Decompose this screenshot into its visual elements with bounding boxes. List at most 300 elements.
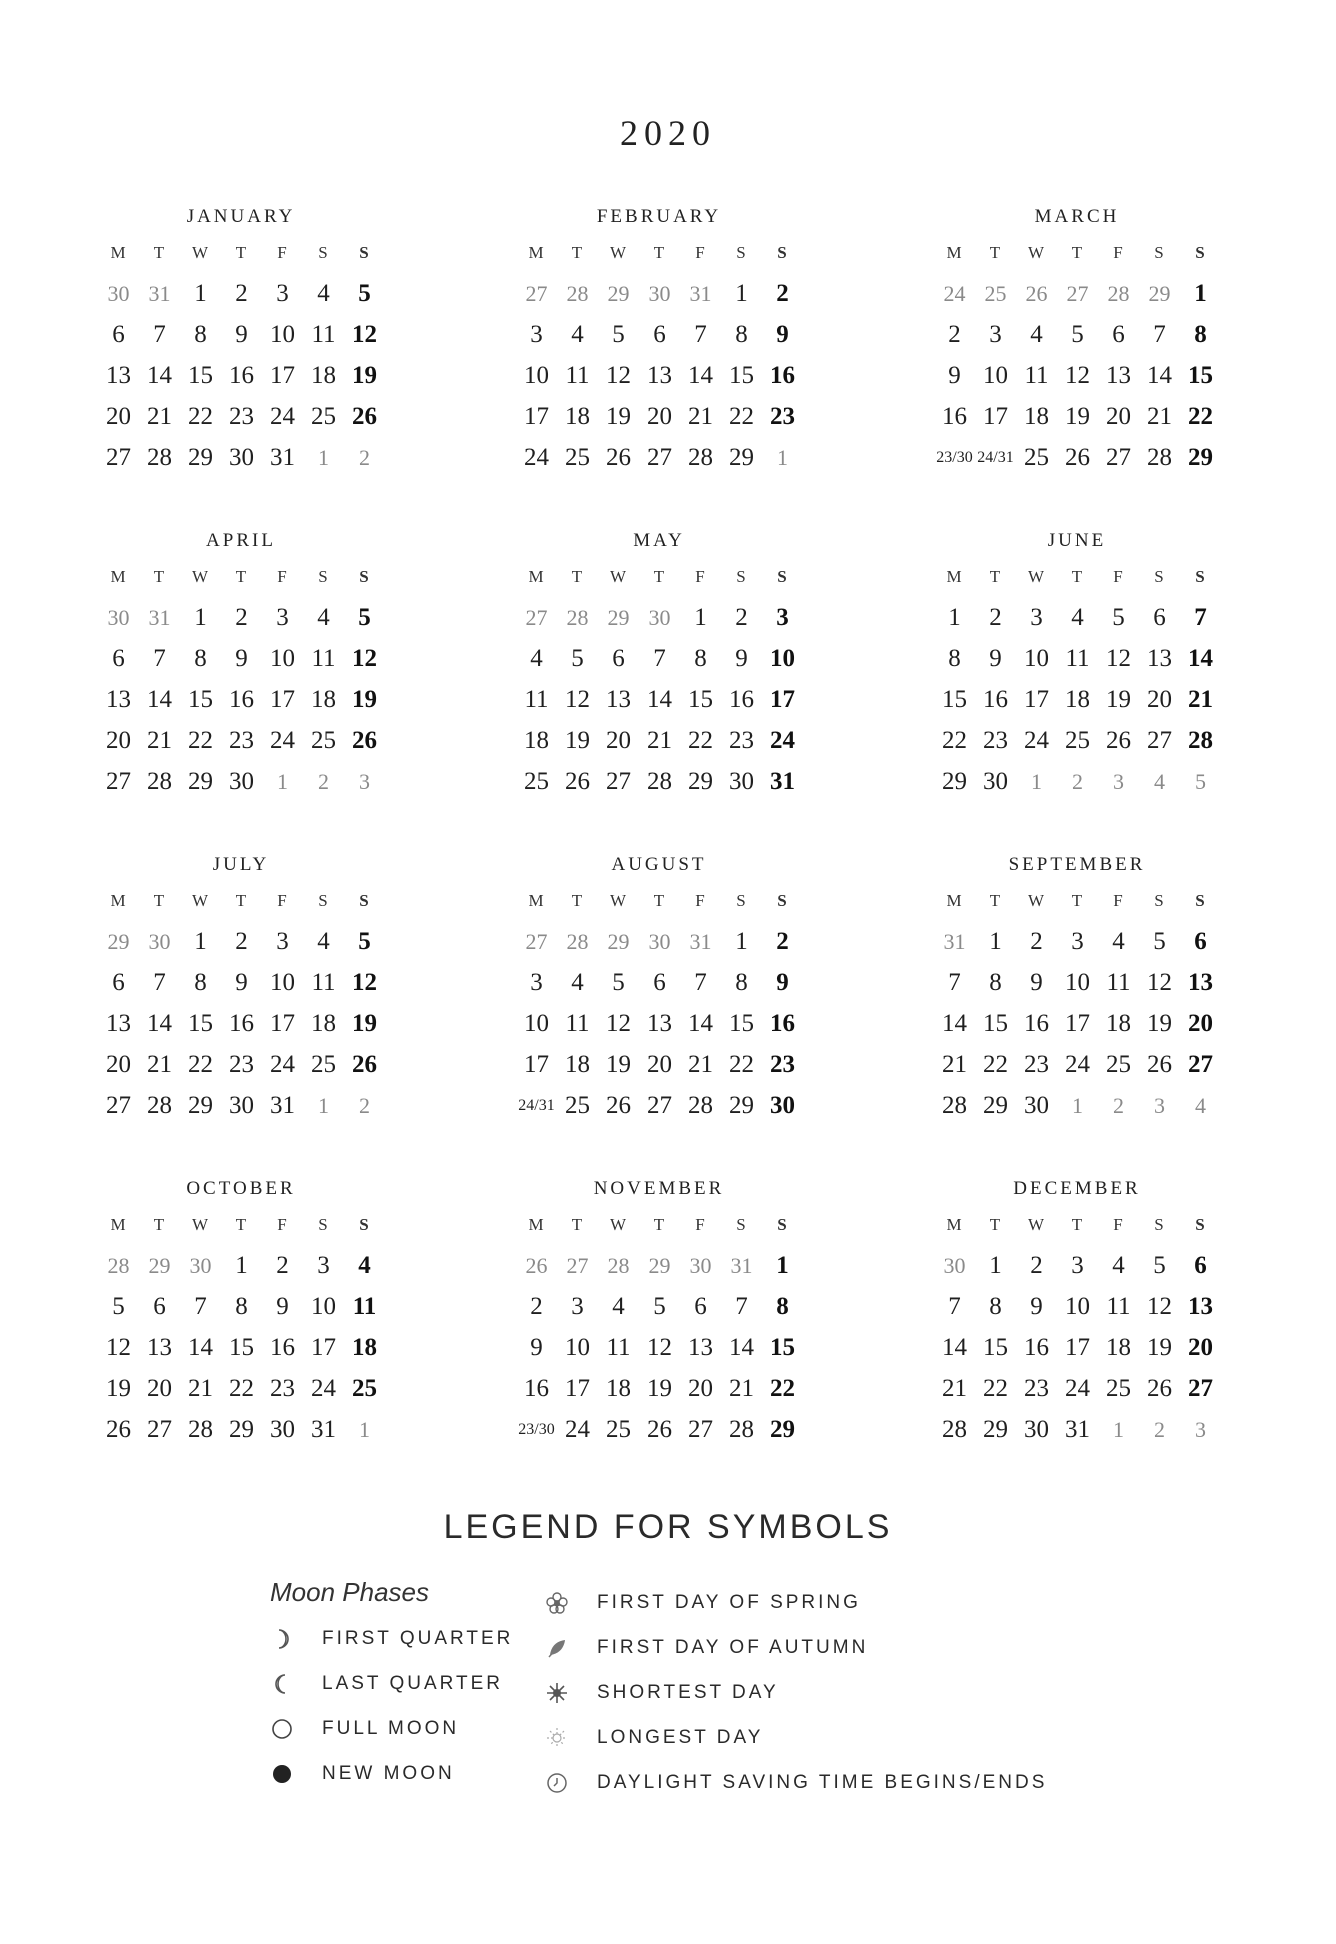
day-cell: 8 [989, 969, 1002, 996]
day-cell: 18 [311, 686, 336, 713]
day-cell: 25 [984, 281, 1007, 306]
day-cell: 12 [606, 362, 631, 389]
day-grid [516, 880, 802, 1126]
day-cell: 29 [729, 1092, 754, 1119]
month-name: FEBRUARY [596, 206, 722, 227]
day-cell: 17 [1065, 1334, 1090, 1361]
day-cell: 9 [735, 645, 748, 672]
day-cell: 4 [571, 321, 584, 348]
day-cell: 1 [318, 1093, 329, 1118]
day-cell: 25 [311, 727, 336, 754]
legend-item [545, 1670, 1047, 1715]
legend-label: SHORTEST DAY [597, 1681, 779, 1703]
day-cell: 24 [770, 727, 795, 754]
day-cell: 27 [1188, 1375, 1213, 1402]
day-cell: 29 [229, 1416, 254, 1443]
day-cell: 30 [1024, 1092, 1049, 1119]
legend-label: DAYLIGHT SAVING TIME BEGINS/ENDS [597, 1771, 1048, 1793]
day-cell: 13 [147, 1334, 172, 1361]
day-cell: 15 [983, 1010, 1008, 1037]
day-grid [98, 556, 384, 802]
day-cell: 3 [1113, 769, 1124, 794]
day-cell: 10 [524, 362, 549, 389]
day-cell: 13 [647, 1010, 672, 1037]
day-cell: 19 [106, 1375, 131, 1402]
day-cell: 18 [311, 362, 336, 389]
day-cell: 18 [524, 727, 549, 754]
day-cell: 18 [311, 1010, 336, 1037]
day-cell: 3 [989, 321, 1002, 348]
day-cell: 18 [565, 1051, 590, 1078]
day-cell: 18 [1106, 1010, 1131, 1037]
day-cell: 5 [358, 604, 371, 631]
day-cell: 20 [1188, 1010, 1213, 1037]
day-cell: 7 [948, 969, 961, 996]
day-cell: 29 [983, 1416, 1008, 1443]
day-cell: 28 [647, 768, 672, 795]
day-cell: 12 [1065, 362, 1090, 389]
day-cell: 2 [1030, 1252, 1043, 1279]
weekday-header: S [1195, 891, 1206, 910]
weekday-header: F [1113, 1215, 1124, 1234]
day-cell: 26 [1065, 444, 1090, 471]
day-cell: 30 [729, 768, 754, 795]
day-cell: 22 [729, 1051, 754, 1078]
calendar-year-title: 2020 [620, 113, 716, 153]
day-cell: 30 [229, 768, 254, 795]
month-march [934, 202, 1220, 471]
day-cell: 30 [189, 1253, 212, 1278]
day-cell: 28 [729, 1416, 754, 1443]
day-cell: 25 [565, 1092, 590, 1119]
day-cell: 7 [194, 1293, 207, 1320]
day-cell: 9 [235, 321, 248, 348]
day-cell: 16 [770, 362, 795, 389]
day-cell: 31 [1065, 1416, 1090, 1443]
day-cell: 2 [235, 604, 248, 631]
day-cell: 1 [1072, 1093, 1083, 1118]
day-cell: 1 [776, 1252, 789, 1279]
weekday-header: S [736, 567, 747, 586]
day-cell: 6 [612, 645, 625, 672]
day-cell: 2 [235, 928, 248, 955]
day-cell: 11 [606, 1334, 631, 1361]
weekday-header: S [1154, 1215, 1165, 1234]
day-cell: 18 [1065, 686, 1090, 713]
day-cell: 4 [358, 1252, 371, 1279]
day-cell: 31 [689, 281, 712, 306]
day-cell: 10 [1065, 969, 1090, 996]
day-cell: 27 [525, 929, 548, 954]
day-cell: 17 [983, 403, 1008, 430]
day-cell: 7 [1194, 604, 1207, 631]
day-cell: 26 [352, 727, 377, 754]
day-cell: 30 [983, 768, 1008, 795]
day-cell: 14 [147, 362, 172, 389]
day-cell: 4 [1112, 928, 1125, 955]
day-cell: 6 [653, 321, 666, 348]
month-name: JULY [212, 854, 270, 875]
day-cell: 10 [270, 645, 295, 672]
day-cell: 25 [606, 1416, 631, 1443]
day-cell: 9 [776, 321, 789, 348]
day-cell: 10 [770, 645, 795, 672]
day-grid [98, 880, 384, 1126]
day-cell: 1 [277, 769, 288, 794]
day-cell: 28 [566, 605, 589, 630]
weekday-header: W [1027, 243, 1046, 262]
month-name: SEPTEMBER [1008, 854, 1146, 875]
weekday-header: T [153, 567, 166, 586]
month-january [98, 202, 384, 471]
weekday-header: T [235, 567, 248, 586]
day-cell: 8 [194, 645, 207, 672]
weekday-header: M [110, 891, 127, 910]
day-cell: 29 [107, 929, 130, 954]
day-cell: 24 [270, 1051, 295, 1078]
day-cell: 31 [943, 929, 966, 954]
weekday-header: T [153, 1215, 166, 1234]
day-cell: 13 [1188, 969, 1213, 996]
day-cell: 2 [1030, 928, 1043, 955]
day-cell: 19 [1147, 1010, 1172, 1037]
day-cell: 17 [1065, 1010, 1090, 1037]
day-cell: 13 [1147, 645, 1172, 672]
day-cell: 11 [311, 321, 336, 348]
weekday-header: M [110, 1215, 127, 1234]
day-cell: 1 [1031, 769, 1042, 794]
day-cell: 2 [318, 769, 329, 794]
day-cell: 22 [942, 727, 967, 754]
day-cell: 27 [147, 1416, 172, 1443]
legend-label: NEW MOON [322, 1762, 455, 1784]
day-cell: 16 [229, 1010, 254, 1037]
weekday-header: S [359, 1215, 370, 1234]
weekday-header: T [235, 891, 248, 910]
day-cell: 4 [1195, 1093, 1206, 1118]
day-cell: 20 [106, 727, 131, 754]
day-cell: 22 [188, 403, 213, 430]
day-cell: 23 [983, 727, 1008, 754]
day-cell: 29 [1148, 281, 1171, 306]
day-cell: 27 [647, 1092, 672, 1119]
day-cell: 24 [1024, 727, 1049, 754]
day-cell: 9 [530, 1334, 543, 1361]
weekday-header: F [1113, 891, 1124, 910]
day-cell: 19 [352, 1010, 377, 1037]
day-cell: 26 [1025, 281, 1048, 306]
day-cell: 25 [311, 403, 336, 430]
weekday-header: F [695, 891, 706, 910]
day-cell: 19 [565, 727, 590, 754]
month-name: AUGUST [611, 854, 707, 875]
day-cell: 31 [770, 768, 795, 795]
day-cell: 25 [311, 1051, 336, 1078]
day-cell: 23 [770, 403, 795, 430]
day-cell: 22 [1188, 403, 1213, 430]
day-cell: 2 [276, 1252, 289, 1279]
day-grid [934, 232, 1220, 478]
day-cell: 16 [983, 686, 1008, 713]
day-cell: 16 [229, 362, 254, 389]
day-cell: 14 [147, 1010, 172, 1037]
legend-label: LONGEST DAY [597, 1726, 764, 1748]
day-cell: 29 [148, 1253, 171, 1278]
weekday-header: W [609, 891, 628, 910]
day-cell: 28 [188, 1416, 213, 1443]
day-cell: 6 [694, 1293, 707, 1320]
day-cell: 26 [1147, 1051, 1172, 1078]
day-cell: 17 [311, 1334, 336, 1361]
day-cell: 14 [942, 1010, 967, 1037]
day-cell: 9 [948, 362, 961, 389]
day-cell: 21 [942, 1051, 967, 1078]
weekday-header: M [946, 567, 963, 586]
day-cell: 24 [270, 403, 295, 430]
day-cell: 1 [235, 1252, 248, 1279]
day-cell: 3 [530, 321, 543, 348]
day-cell: 1 [735, 928, 748, 955]
day-cell: 8 [948, 645, 961, 672]
month-june [934, 526, 1220, 795]
day-cell: 13 [647, 362, 672, 389]
month-may [516, 526, 802, 795]
day-cell: 5 [1153, 928, 1166, 955]
day-cell: 30 [648, 605, 671, 630]
day-cell: 13 [106, 686, 131, 713]
day-cell: 7 [735, 1293, 748, 1320]
day-cell: 15 [188, 362, 213, 389]
day-cell: 8 [1194, 321, 1207, 348]
day-cell: 5 [612, 321, 625, 348]
day-cell: 31 [730, 1253, 753, 1278]
day-cell: 26 [525, 1253, 548, 1278]
weekday-header: S [318, 891, 329, 910]
day-cell: 4 [612, 1293, 625, 1320]
day-cell: 7 [653, 645, 666, 672]
day-cell: 16 [1024, 1334, 1049, 1361]
weekday-header: T [571, 891, 584, 910]
day-cell: 4 [1112, 1252, 1125, 1279]
day-cell: 3 [1071, 1252, 1084, 1279]
day-cell: 2 [1072, 769, 1083, 794]
day-cell: 28 [1147, 444, 1172, 471]
weekday-header: S [1154, 891, 1165, 910]
day-cell: 21 [147, 403, 172, 430]
day-cell: 23 [229, 403, 254, 430]
day-cell: 15 [688, 686, 713, 713]
day-cell: 10 [1024, 645, 1049, 672]
day-cell: 30 [270, 1416, 295, 1443]
day-cell: 27 [1188, 1051, 1213, 1078]
weekday-header: T [1071, 567, 1084, 586]
weekday-header: S [777, 1215, 788, 1234]
weekday-header: S [1154, 243, 1165, 262]
day-cell: 21 [688, 403, 713, 430]
weekday-header: T [153, 891, 166, 910]
day-cell: 8 [194, 969, 207, 996]
day-cell: 10 [524, 1010, 549, 1037]
day-cell: 6 [112, 645, 125, 672]
day-cell: 27 [1147, 727, 1172, 754]
weekday-header: M [946, 1215, 963, 1234]
day-cell: 24/31 [518, 1097, 555, 1114]
day-cell: 1 [318, 445, 329, 470]
day-cell: 1 [777, 445, 788, 470]
legend-label: FIRST DAY OF SPRING [597, 1591, 861, 1613]
day-cell: 21 [147, 727, 172, 754]
weekday-header: F [695, 567, 706, 586]
day-cell: 3 [276, 928, 289, 955]
weekday-header: S [359, 243, 370, 262]
weekday-header: W [609, 567, 628, 586]
day-cell: 17 [524, 403, 549, 430]
day-cell: 29 [983, 1092, 1008, 1119]
day-cell: 3 [530, 969, 543, 996]
weekday-header: F [277, 243, 288, 262]
weekday-header: T [235, 1215, 248, 1234]
day-cell: 5 [1112, 604, 1125, 631]
day-cell: 28 [607, 1253, 630, 1278]
weekday-header: S [318, 243, 329, 262]
weekday-header: M [528, 1215, 545, 1234]
weekday-header: F [277, 891, 288, 910]
day-cell: 21 [1147, 403, 1172, 430]
day-cell: 8 [735, 321, 748, 348]
day-cell: 10 [270, 321, 295, 348]
day-cell: 29 [688, 768, 713, 795]
day-cell: 8 [694, 645, 707, 672]
day-cell: 14 [188, 1334, 213, 1361]
month-name: DECEMBER [1013, 1178, 1141, 1199]
first-quarter-icon [270, 1627, 294, 1651]
day-cell: 7 [1153, 321, 1166, 348]
month-name: MARCH [1034, 206, 1120, 227]
day-cell: 31 [270, 444, 295, 471]
day-cell: 28 [942, 1416, 967, 1443]
weekday-header: F [1113, 567, 1124, 586]
weekday-header: W [191, 1215, 210, 1234]
day-cell: 26 [1106, 727, 1131, 754]
day-cell: 8 [194, 321, 207, 348]
day-cell: 15 [729, 362, 754, 389]
day-cell: 28 [1107, 281, 1130, 306]
weekday-header: M [528, 891, 545, 910]
day-cell: 30 [107, 281, 130, 306]
day-cell: 14 [147, 686, 172, 713]
day-cell: 27 [647, 444, 672, 471]
day-grid [98, 1204, 384, 1450]
day-cell: 18 [565, 403, 590, 430]
day-cell: 5 [358, 280, 371, 307]
day-cell: 15 [1188, 362, 1213, 389]
day-cell: 12 [647, 1334, 672, 1361]
day-cell: 24 [1065, 1375, 1090, 1402]
day-cell: 6 [1194, 928, 1207, 955]
day-cell: 20 [647, 1051, 672, 1078]
new-moon-icon [270, 1762, 294, 1786]
weekday-header: T [989, 891, 1002, 910]
day-cell: 12 [352, 645, 377, 672]
day-cell: 2 [530, 1293, 543, 1320]
day-cell: 22 [983, 1051, 1008, 1078]
weekday-header: T [571, 1215, 584, 1234]
day-cell: 2 [359, 445, 370, 470]
day-grid [516, 1204, 802, 1450]
weekday-header: M [946, 891, 963, 910]
day-cell: 15 [188, 1010, 213, 1037]
weekday-header: F [277, 1215, 288, 1234]
day-cell: 12 [606, 1010, 631, 1037]
longest-day-icon [545, 1726, 569, 1750]
day-cell: 29 [729, 444, 754, 471]
day-cell: 13 [106, 1010, 131, 1037]
weekday-header: T [1071, 1215, 1084, 1234]
day-cell: 19 [647, 1375, 672, 1402]
day-cell: 11 [311, 645, 336, 672]
legend-item [270, 1661, 513, 1706]
day-cell: 12 [352, 321, 377, 348]
day-cell: 24 [1065, 1051, 1090, 1078]
day-cell: 4 [1154, 769, 1165, 794]
day-cell: 11 [565, 1010, 590, 1037]
day-cell: 1 [359, 1417, 370, 1442]
day-cell: 8 [235, 1293, 248, 1320]
day-cell: 20 [1188, 1334, 1213, 1361]
day-cell: 31 [689, 929, 712, 954]
day-cell: 15 [983, 1334, 1008, 1361]
day-grid [934, 1204, 1220, 1450]
legend-item [270, 1706, 513, 1751]
day-cell: 22 [983, 1375, 1008, 1402]
day-cell: 6 [1194, 1252, 1207, 1279]
day-cell: 26 [1147, 1375, 1172, 1402]
day-cell: 29 [188, 444, 213, 471]
weekday-header: S [777, 891, 788, 910]
weekday-header: S [318, 1215, 329, 1234]
day-cell: 8 [776, 1293, 789, 1320]
weekday-header: S [777, 243, 788, 262]
legend-label: FIRST DAY OF AUTUMN [597, 1636, 869, 1658]
day-cell: 25 [524, 768, 549, 795]
month-july [98, 850, 384, 1119]
month-name: JANUARY [186, 206, 296, 227]
day-cell: 28 [566, 929, 589, 954]
events-legend [545, 1580, 1047, 1805]
day-cell: 24 [524, 444, 549, 471]
day-grid [98, 232, 384, 478]
day-cell: 13 [1106, 362, 1131, 389]
day-cell: 23 [229, 727, 254, 754]
day-cell: 20 [647, 403, 672, 430]
weekday-header: T [989, 567, 1002, 586]
weekday-header: T [653, 1215, 666, 1234]
day-cell: 16 [524, 1375, 549, 1402]
day-cell: 19 [1106, 686, 1131, 713]
day-cell: 30 [943, 1253, 966, 1278]
day-cell: 5 [358, 928, 371, 955]
day-cell: 16 [729, 686, 754, 713]
day-cell: 3 [571, 1293, 584, 1320]
day-cell: 20 [1147, 686, 1172, 713]
day-grid [934, 880, 1220, 1126]
day-cell: 9 [776, 969, 789, 996]
legend-label: FULL MOON [322, 1717, 460, 1739]
day-cell: 8 [989, 1293, 1002, 1320]
day-cell: 24 [270, 727, 295, 754]
day-cell: 4 [317, 604, 330, 631]
day-cell: 28 [566, 281, 589, 306]
